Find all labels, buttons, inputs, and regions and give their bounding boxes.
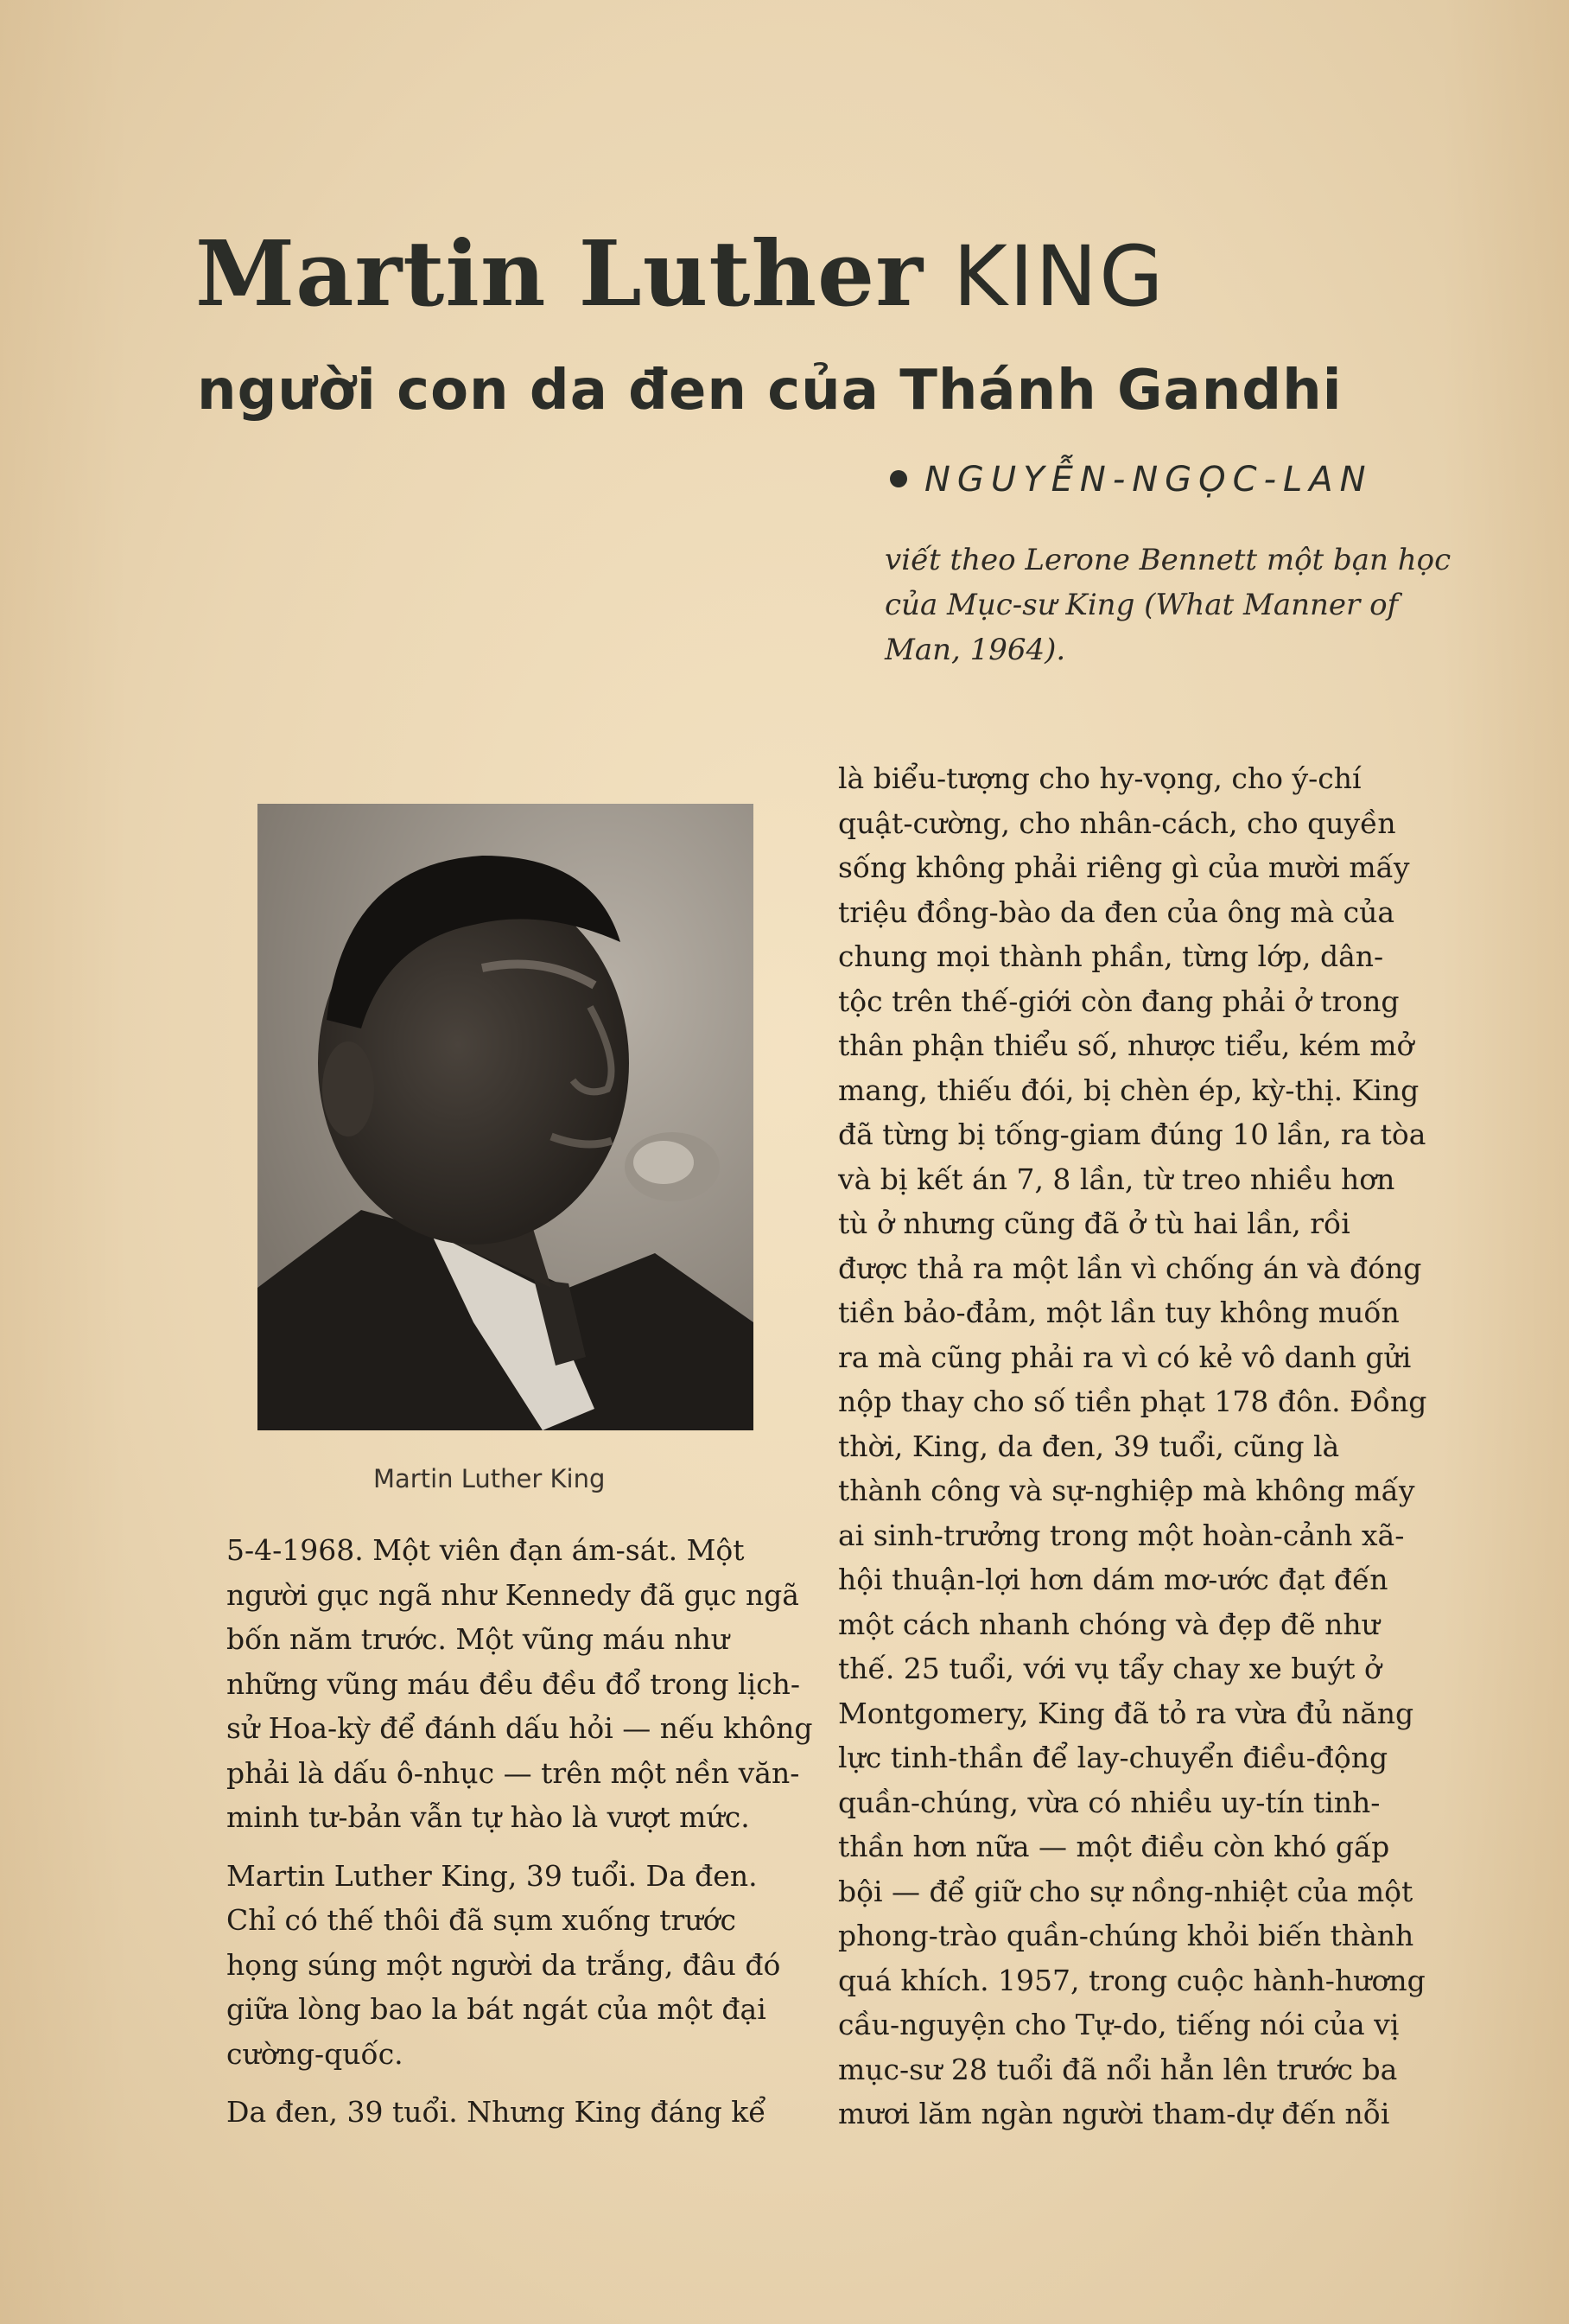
- paragraph: [226, 2090, 790, 2135]
- text-line: thân phận thiểu số, nhược tiểu, kém mở: [838, 1028, 1414, 1062]
- text-line: tộc trên thế-giới còn đang phải ở trong: [838, 984, 1400, 1018]
- text-line: được thả ra một lần vì chống án và đóng: [838, 1251, 1422, 1285]
- text-line: Martin Luther King, 39 tuổi. Da đen.: [226, 1858, 758, 1893]
- text-line: triệu đồng-bào da đen của ông mà của: [838, 895, 1395, 929]
- text-line: cầu-nguyện cho Tự-do, tiếng nói của vị: [838, 2008, 1400, 2041]
- text-line: người gục ngã như Kennedy đã gục ngã: [226, 1577, 799, 1612]
- paragraph: [226, 1528, 813, 1840]
- text-line: mang, thiếu đói, bị chèn ép, kỳ-thị. King: [838, 1073, 1420, 1107]
- text-line: ra mà cũng phải ra vì có kẻ vô danh gửi: [838, 1340, 1412, 1374]
- text-line: mươi lăm ngàn người tham-dự đến nỗi: [838, 2097, 1390, 2130]
- text-line: quật-cường, cho nhân-cách, cho quyền: [838, 805, 1396, 840]
- text-line: minh tư-bản vẫn tự hào là vượt mức.: [226, 1800, 750, 1834]
- text-line: mục-sư 28 tuổi đã nổi hẳn lên trước ba: [838, 2052, 1398, 2086]
- author-name: NGUYỄN-NGỌC-LAN: [924, 460, 1373, 500]
- text-line: bốn năm trước. Một vũng máu như: [226, 1622, 730, 1656]
- text-line: quần-chúng, vừa có nhiều uy-tín tinh-: [838, 1785, 1381, 1819]
- text-line: là biểu-tượng cho hy-vọng, cho ý-chí: [838, 761, 1362, 795]
- byline-line: Man, 1964).: [885, 633, 1066, 667]
- byline-line: của Mục-sư King (What Manner of: [885, 588, 1399, 622]
- text-line: đã từng bị tống-giam đúng 10 lần, ra tòa: [838, 1117, 1426, 1151]
- text-line: thời, King, da đen, 39 tuổi, cũng là: [838, 1429, 1340, 1463]
- article-title: [195, 220, 1166, 327]
- text-line: bội — để giữ cho sự nồng-nhiệt của một: [838, 1874, 1413, 1908]
- left-column: [226, 1528, 813, 2149]
- photo-caption: Martin Luther King: [373, 1464, 606, 1493]
- text-line: phải là dấu ô-nhục — trên một nền văn-: [226, 1755, 800, 1790]
- text-line: quá khích. 1957, trong cuộc hành-hương: [838, 1963, 1426, 1997]
- text-line: sử Hoa-kỳ để đánh dấu hỏi — nếu không: [226, 1711, 813, 1745]
- text-line: giữa lòng bao la bát ngát của một đại: [226, 1992, 766, 2026]
- text-line: 5-4-1968. Một viên đạn ám-sát. Một: [226, 1533, 745, 1567]
- title-name: Martin Luther: [195, 220, 924, 327]
- text-line: Da đen, 39 tuổi. Nhưng King đáng kể: [226, 2095, 766, 2129]
- text-line: tù ở nhưng cũng đã ở tù hai lần, rồi: [838, 1207, 1350, 1240]
- paragraph: [226, 1854, 790, 2077]
- author-line: [890, 460, 1373, 500]
- title-surname: KING: [953, 228, 1166, 325]
- text-line: Montgomery, King đã tỏ ra vừa đủ năng: [838, 1696, 1414, 1730]
- portrait-image: [257, 804, 753, 1430]
- text-line: nộp thay cho số tiền phạt 178 đôn. Đồng: [838, 1385, 1427, 1418]
- text-line: họng súng một người da trắng, đâu đó: [226, 1947, 781, 1982]
- text-line: thành công và sự-nghiệp mà không mấy: [838, 1474, 1415, 1507]
- portrait-photo: [257, 804, 753, 1430]
- text-line: và bị kết án 7, 8 lần, từ treo nhiều hơn: [838, 1162, 1395, 1196]
- text-line: sống không phải riêng gì của mười mấy: [838, 850, 1410, 884]
- byline-line: viết theo Lerone Bennett một bạn học: [885, 543, 1451, 577]
- text-line: lực tinh-thần để lay-chuyển điều-động: [838, 1741, 1388, 1774]
- text-line: tiền bảo-đảm, một lần tuy không muốn: [838, 1296, 1400, 1329]
- text-line: thần hơn nữa — một điều còn khó gấp: [838, 1830, 1390, 1863]
- text-line: cường-quốc.: [226, 2036, 403, 2071]
- bullet-icon: [890, 470, 907, 487]
- right-column: [838, 756, 1448, 2136]
- text-line: một cách nhanh chóng và đẹp đẽ như: [838, 1607, 1380, 1641]
- text-line: phong-trào quần-chúng khỏi biến thành: [838, 1919, 1414, 1952]
- article-subtitle: người con da đen của Thánh Gandhi: [197, 359, 1343, 423]
- text-line: chung mọi thành phần, từng lớp, dân-: [838, 939, 1384, 973]
- text-line: những vũng máu đều đều đổ trong lịch-: [226, 1666, 801, 1701]
- text-line: thế. 25 tuổi, với vụ tẩy chay xe buýt ở: [838, 1652, 1382, 1685]
- text-line: Chỉ có thế thôi đã sụm xuống trước: [226, 1903, 736, 1937]
- text-line: hội thuận-lợi hơn dám mơ-ước đạt đến: [838, 1563, 1388, 1596]
- byline: [885, 538, 1455, 672]
- text-line: ai sinh-trưởng trong một hoàn-cảnh xã-: [838, 1518, 1405, 1552]
